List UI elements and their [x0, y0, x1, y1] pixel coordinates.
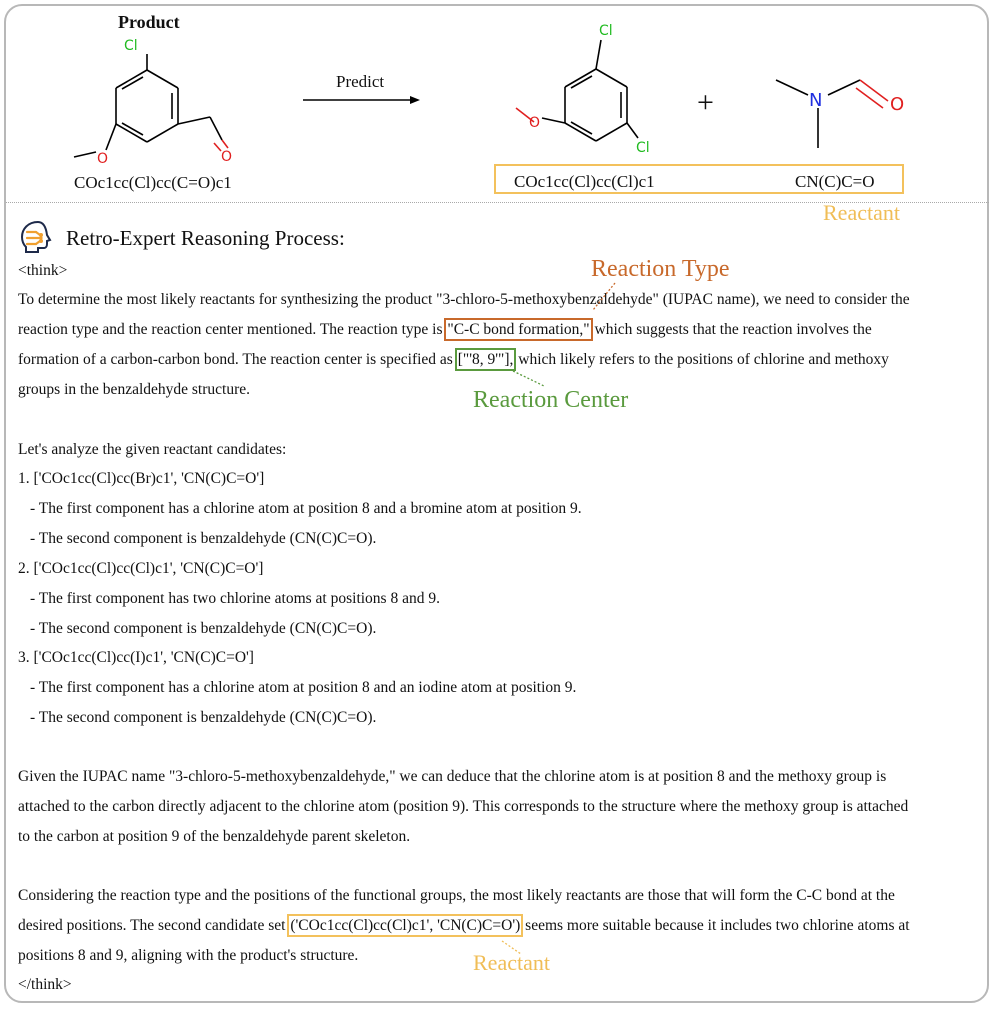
reactant2-n-atom: N	[809, 90, 823, 111]
p4-line2-a: desired positions. The second candidate set	[18, 917, 290, 934]
p4-line2-b: seems more suitable because it includes two chlorine atoms at	[521, 917, 910, 934]
reactant-annotation-top: Reactant	[823, 200, 900, 225]
reaction-type-annotation: Reaction Type	[591, 256, 730, 282]
p1-line2-a: reaction type and the reaction center mentioned. The reaction type is	[18, 321, 447, 338]
reactant2-smiles: CN(C)C=O	[795, 172, 875, 191]
p4-line1: Considering the reaction type and the positions of the functional groups, the most likely reactants are those that will form the C-C bond at the	[18, 887, 895, 904]
candidate-1-detail-b: - The second component is benzaldehyde (CN(C)C=O).	[30, 530, 377, 547]
candidate-1-detail-a: - The first component has a chlorine atom at position 8 and a bromine atom at position 9.	[30, 500, 582, 517]
product-o-atom-aldehyde: O	[221, 149, 233, 165]
p3-line2: attached to the carbon directly adjacent to the chlorine atom (position 9). This corresponds to the structure where the methoxy group is attached	[18, 798, 909, 815]
reaction-center-highlight: ["'8, 9'"],	[457, 351, 514, 368]
reaction-type-highlight: "C-C bond formation,"	[447, 321, 590, 338]
plus-sign: +	[697, 86, 714, 119]
think-open-tag: <think>	[18, 262, 68, 279]
candidate-2: 2. ['COc1cc(Cl)cc(Cl)c1', 'CN(C)C=O']	[18, 560, 264, 577]
reactant-highlight: ('COc1cc(Cl)cc(Cl)c1', 'CN(C)C=O')	[290, 917, 521, 934]
candidate-3-detail-a: - The first component has a chlorine atom at position 8 and an iodine atom at position 9.	[30, 679, 577, 696]
reaction-center-annotation: Reaction Center	[473, 387, 629, 413]
p1-line3-a: formation of a carbon-carbon bond. The reaction center is specified as	[18, 351, 457, 368]
p4-line2	[18, 916, 910, 936]
p1-line4: groups in the benzaldehyde structure.	[18, 381, 250, 398]
predict-label: Predict	[336, 72, 385, 91]
product-smiles: COc1cc(Cl)cc(C=O)c1	[74, 173, 232, 192]
candidate-1: 1. ['COc1cc(Cl)cc(Br)c1', 'CN(C)C=O']	[18, 470, 265, 487]
reactant2-o-atom: O	[890, 94, 905, 115]
reactant1-cl-atom-bottom: Cl	[636, 140, 650, 156]
reactant1-o-atom: O	[529, 115, 541, 131]
candidate-3: 3. ['COc1cc(Cl)cc(I)c1', 'CN(C)C=O']	[18, 649, 254, 666]
product-o-atom-methoxy: O	[97, 151, 109, 167]
p3-line3: to the carbon at position 9 of the benzaldehyde parent skeleton.	[18, 828, 411, 845]
candidate-2-detail-b: - The second component is benzaldehyde (CN(C)C=O).	[30, 620, 377, 637]
product-label: Product	[118, 12, 180, 32]
product-cl-atom: Cl	[124, 38, 138, 54]
p1-line2-b: which suggests that the reaction involves the	[590, 321, 872, 338]
candidates-intro: Let's analyze the given reactant candidates:	[18, 441, 287, 458]
p1-line1: To determine the most likely reactants for synthesizing the product "3-chloro-5-methoxybenzaldehyde" (IUPAC name), we need to consider the	[18, 291, 910, 308]
reactant1-cl-atom-top: Cl	[599, 23, 613, 39]
p4-line3: positions 8 and 9, aligning with the product's structure.	[18, 947, 359, 964]
reactant-annotation-bottom: Reactant	[473, 950, 550, 975]
reasoning-title: Retro-Expert Reasoning Process:	[66, 226, 345, 250]
reactant1-smiles: COc1cc(Cl)cc(Cl)c1	[514, 172, 655, 191]
think-close-tag: </think>	[18, 976, 72, 993]
candidate-2-detail-a: - The first component has two chlorine atoms at positions 8 and 9.	[30, 590, 440, 607]
p1-line3-b: which likely refers to the positions of chlorine and methoxy	[514, 351, 889, 368]
p3-line1: Given the IUPAC name "3-chloro-5-methoxybenzaldehyde," we can deduce that the chlorine atom is at position 8 and the methoxy group is	[18, 768, 887, 785]
candidate-3-detail-b: - The second component is benzaldehyde (CN(C)C=O).	[30, 709, 377, 726]
